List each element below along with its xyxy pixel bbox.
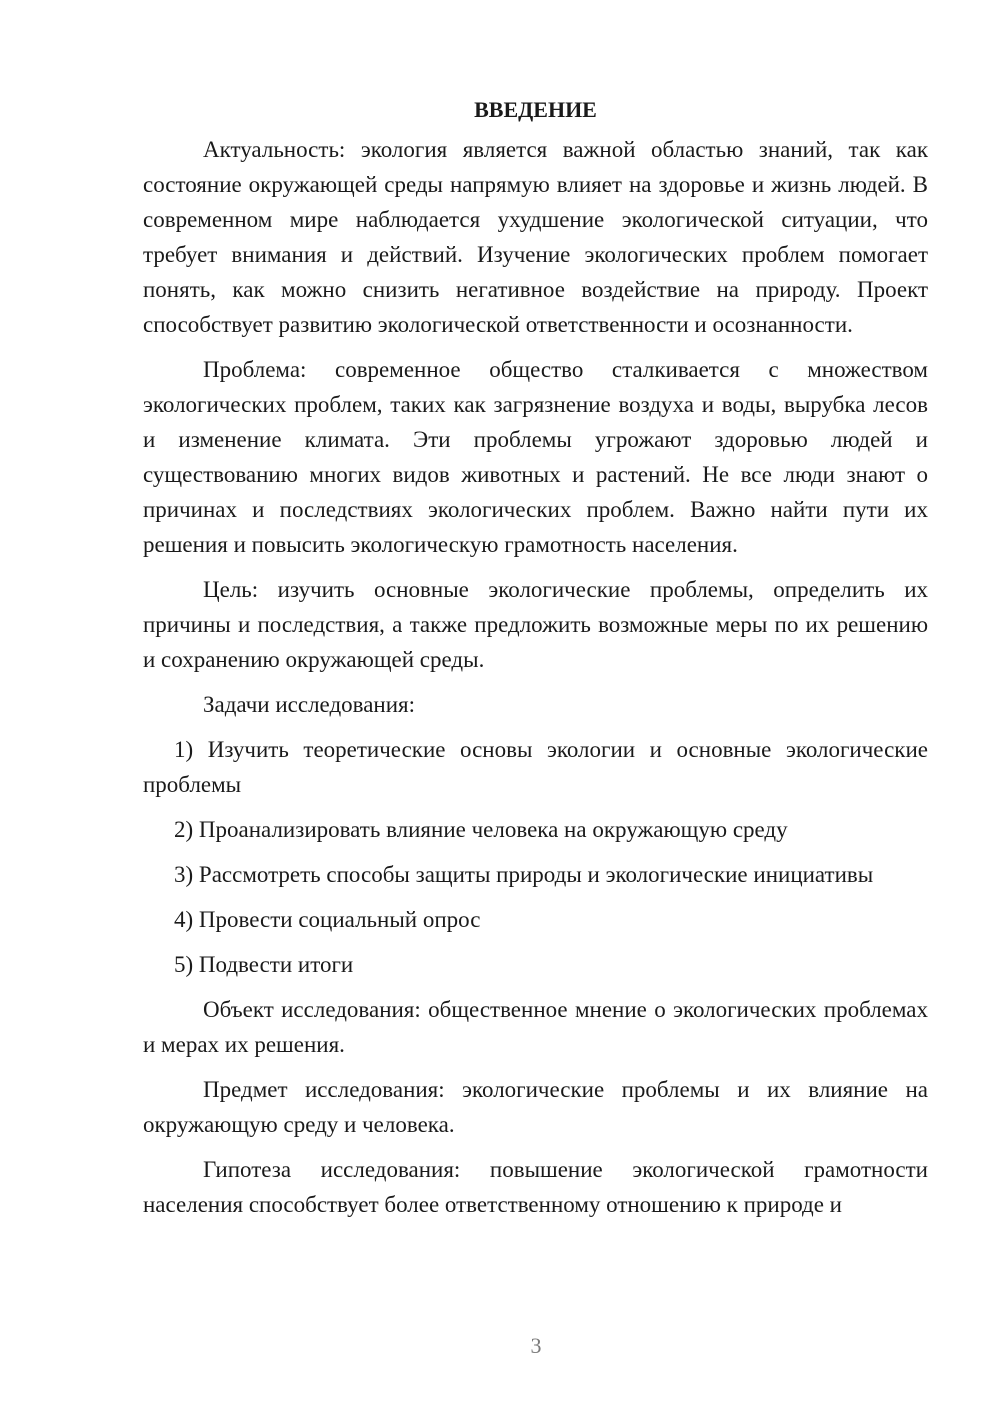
task-item-4: 4) Провести социальный опрос	[174, 907, 481, 932]
paragraph-goal: Цель: изучить основные экологические проблемы, определить их причины и последствия, а также предложить возможные меры по их решению и сохранению окружающей среды.	[143, 577, 928, 672]
section-title: ВВЕДЕНИЕ	[474, 97, 597, 122]
paragraph-object: Объект исследования: общественное мнение о экологических проблемах и мерах их решения.	[143, 997, 928, 1057]
task-item-2: 2) Проанализировать влияние человека на окружающую среду	[174, 817, 788, 842]
task-item-5: 5) Подвести итоги	[174, 952, 354, 977]
paragraph-problem: Проблема: современное общество сталкивается с множеством экологических проблем, таких как загрязнение воздуха и воды, вырубка лесов и изменение климата. Эти проблемы угрожают здоровью людей и существованию многих видов животных и растений. Не все люди знают о причинах и последствиях экологических проблем. Важно найти пути их решения и повысить экологическую грамотность населения.	[143, 357, 928, 557]
paragraph-subject: Предмет исследования: экологические проблемы и их влияние на окружающую среду и человека.	[143, 1077, 928, 1137]
tasks-list	[143, 732, 928, 982]
paragraph-hypothesis: Гипотеза исследования: повышение экологической грамотности населения способствует более ответственному отношению к природе и	[143, 1157, 928, 1217]
page-number: 3	[530, 1333, 542, 1358]
document-page	[143, 90, 928, 1232]
paragraph-relevance: Актуальность: экология является важной областью знаний, так как состояние окружающей среды напрямую влияет на здоровье и жизнь людей. В современном мире наблюдается ухудшение экологической ситуации, что требует внимания и действий. Изучение экологических проблем помогает понять, как можно снизить негативное воздействие на природу. Проект способствует развитию экологической ответственности и осознанности.	[143, 137, 928, 337]
tasks-heading: Задачи исследования:	[203, 692, 416, 717]
task-item-3: 3) Рассмотреть способы защиты природы и экологические инициативы	[174, 862, 874, 887]
task-item-1: 1) Изучить теоретические основы экологии и основные экологические проблемы	[143, 737, 928, 797]
